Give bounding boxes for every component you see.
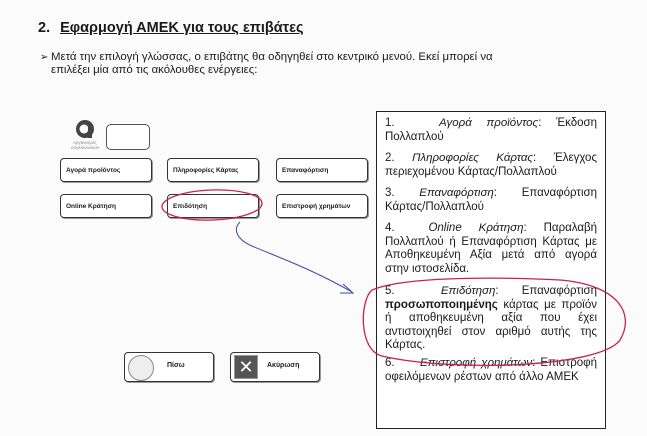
card-info-button[interactable]: Πληροφορίες Κάρτας <box>167 158 259 182</box>
highlight-circle-button <box>162 188 263 221</box>
list-item: 1. Αγορά προϊόντος: Έκδοση Πολλαπλού <box>385 117 597 143</box>
list-item: 5. Επιδότηση: Επαναφόρτιση προσωποποιημένης κάρτας με προϊόν ή αποθηκευμένη αξία που έχει αντιστοιχηθεί στον αριθμό αυτής της Κάρτας. <box>385 285 598 351</box>
online-reservation-button[interactable]: Online Κράτηση <box>60 194 152 218</box>
item-bold-text: προσωποποιημένης <box>385 298 498 311</box>
section-number: 2. <box>38 20 51 36</box>
list-item: 2. Πληροφορίες Κάρτας: Έλεγχος περιεχομένου Κάρτας/Πολλαπλού <box>385 152 597 178</box>
highlight-circle-item <box>363 278 625 365</box>
item-text: Επιστροφή οφειλόμενων ρέστων από άλλο ΑΜΕΚ <box>385 357 598 383</box>
section-title: Εφαρμογή ΑΜΕΚ για τους επιβάτες <box>60 20 304 36</box>
item-title: Επιδότηση <box>440 285 496 297</box>
item-text: Παραλαβή Πολλαπλού ή Επαναφόρτιση Κάρτας με Αποθηκευμένη Αξία μετά από αγορά στην ιστοσελίδα. <box>385 222 598 275</box>
list-item: 6. Επιστροφή χρημάτων: Επιστροφή οφειλόμενων ρέστων από άλλο ΑΜΕΚ <box>385 357 598 383</box>
close-icon: ✕ <box>234 355 258 379</box>
logo-caption: οργανισμός συγκοινωνιών <box>71 140 99 150</box>
list-item: 4. Online Κράτηση: Παραλαβή Πολλαπλού ή Επαναφόρτιση Κάρτας με Αποθηκευμένη Αξία μετά από αγορά στην ιστοσελίδα. <box>385 222 598 275</box>
intro-line-1: Μετά την επιλογή γλώσσας, ο επιβάτης θα οδηγηθεί στο κεντρικό μενού. Εκεί μπορεί να <box>51 51 493 63</box>
item-title: Αγορά προϊόντος <box>439 117 539 129</box>
item-text: Έκδοση Πολλαπλού <box>385 117 597 143</box>
item-text: Έλεγχος περιεχομένου Κάρτας/Πολλαπλού <box>385 152 597 178</box>
item-title: Επαναφόρτιση <box>419 187 494 199</box>
back-label: Πίσω <box>167 362 185 369</box>
intro-line-2: επιλέξει μία από τις ακόλουθες ενέργειες: <box>51 64 258 76</box>
item-title: Πληροφορίες Κάρτας <box>412 152 534 164</box>
item-title: Online Κράτηση <box>428 222 524 234</box>
item-text: Επαναφόρτιση Κάρτας/Πολλαπλού <box>385 187 597 213</box>
subsidy-button[interactable]: Επιδότηση <box>167 194 259 218</box>
cancel-label: Ακύρωση <box>267 362 300 369</box>
list-item: 3. Επαναφόρτιση: Επαναφόρτιση Κάρτας/Πολλαπλού <box>385 187 597 213</box>
recharge-button[interactable]: Επαναφόρτιση <box>276 158 368 182</box>
item-title: Επιστροφή χρημάτων <box>420 357 533 369</box>
refund-button[interactable]: Επιστροφή χρημάτων <box>276 194 368 218</box>
buy-product-button[interactable]: Αγορά προϊόντος <box>60 158 152 182</box>
bullet-arrow-icon: ➢ <box>40 52 49 63</box>
connector-arrow <box>236 222 352 292</box>
